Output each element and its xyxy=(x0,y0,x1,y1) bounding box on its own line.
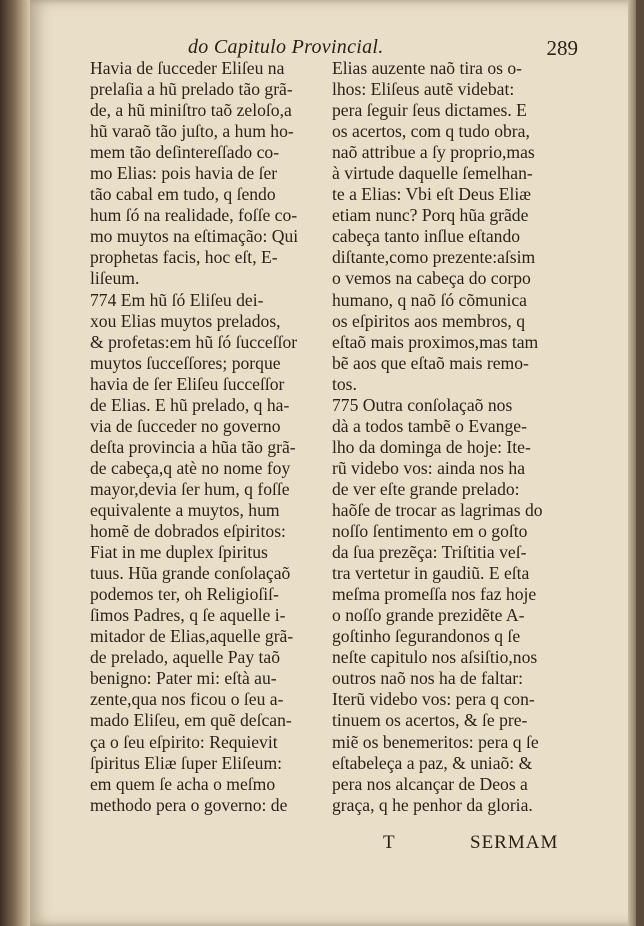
text-line: havia de ſer Eliſeu ſucceſſor xyxy=(90,373,285,394)
text-line: & profetas:em hũ ſó ſucceſſor xyxy=(90,331,298,352)
text-line: de cabeça,q atè no nome foy xyxy=(90,457,291,478)
text-line: tão cabal em tudo, q ſendo xyxy=(90,184,276,205)
text-line: muytos ſucceſſores; porque xyxy=(90,352,281,373)
text-line: os acertos, com q tudo obra, xyxy=(332,121,530,142)
text-line: homẽ de dobrados eſpiritos: xyxy=(90,521,286,542)
text-line: rũ videbo vos: ainda nos ha xyxy=(332,457,526,478)
left-text-column xyxy=(90,58,318,816)
page-number: 289 xyxy=(546,36,578,60)
signature-mark: T xyxy=(383,832,395,853)
text-line: em quem ſe acha o meſmo xyxy=(90,773,276,794)
right-text-column xyxy=(332,58,568,816)
text-line: mem tão deſintereſſado co- xyxy=(90,142,280,163)
text-line: etiam nunc? Porq hũa grãde xyxy=(332,205,529,226)
text-line: mado Eliſeu, em quẽ deſcan- xyxy=(90,710,292,731)
text-line: prelaſia a hũ prelado tão grã- xyxy=(90,79,293,100)
text-line: mo Elias: pois havia de ſer xyxy=(90,163,278,184)
text-line: noſſo ſentimento em o goſto xyxy=(332,521,528,542)
text-line: pera ſeguir ſeus dictames. E xyxy=(332,100,527,121)
text-line: o noſſo grande prezidẽte A- xyxy=(332,605,525,626)
text-line: zente,qua nos ficou o ſeu a- xyxy=(90,689,284,710)
text-line: dà a todos tambẽ o Evange- xyxy=(332,415,527,436)
text-line: de ver eſte grande prelado: xyxy=(332,478,520,499)
text-line: tra vertetur in gaudiũ. E eſta xyxy=(332,563,530,584)
text-line: ſpiritus Eliæ ſuper Eliſeum: xyxy=(90,752,283,773)
running-title: do Capitulo Provincial. xyxy=(188,36,384,58)
text-line: tinuem os acertos, & ſe pre- xyxy=(332,710,528,731)
text-line: Elias auzente naõ tira os o- xyxy=(332,58,523,78)
text-line: Havia de ſucceder Eliſeu na xyxy=(90,58,285,78)
text-line: os eſpiritos aos membros, q xyxy=(332,310,526,331)
text-line: à virtude daquelle ſemelhan- xyxy=(332,163,533,184)
text-line: de, a hũ miniſtro taõ zeloſo,a xyxy=(90,100,292,121)
page-edge xyxy=(628,0,636,926)
catchword: SERMAM xyxy=(470,832,559,853)
text-line: eſtaõ mais proximos,mas tam xyxy=(332,331,539,352)
text-line: hũ varaõ tão juſto, a hum ho- xyxy=(90,121,294,142)
text-line: te a Elias: Vbi eſt Deus Eliæ xyxy=(332,184,532,205)
text-line: hum ſó na realidade, foſſe co- xyxy=(90,205,298,226)
text-line: mo muytos na eſtimação: Qui xyxy=(90,226,299,247)
text-line: deſta provincia a hũa tão grã- xyxy=(90,436,296,457)
text-line: equivalente a muytos, hum xyxy=(90,499,280,520)
text-line: meſma promeſſa nos faz hoje xyxy=(332,584,537,605)
text-line: mitador de Elias,aquelle grã- xyxy=(90,626,294,647)
text-line: tos. xyxy=(332,373,357,394)
text-line: ça o ſeu eſpirito: Requievit xyxy=(90,731,278,752)
text-line: eſtabeleça a paz, & uniaõ: & xyxy=(332,752,533,773)
text-line: methodo pera o governo: de xyxy=(90,794,288,815)
text-line: podemos ter, oh Religioſiſ- xyxy=(90,584,279,605)
text-line: 775 Outra conſolaçaõ nos xyxy=(332,394,513,415)
text-line: miẽ os benemeritos: pera q ſe xyxy=(332,731,539,752)
text-line: cabeça tanto inſlue eſtando xyxy=(332,226,521,247)
text-line: mayor,devia ſer hum, q foſſe xyxy=(90,478,290,499)
text-line: prophetas facis, hoc eſt, E- xyxy=(90,247,278,268)
text-line: lho da dominga de hoje: Ite- xyxy=(332,436,531,457)
text-line: tuus. Hũa grande conſolaçaõ xyxy=(90,563,291,584)
text-line: neſte capitulo nos aſsiſtio,nos xyxy=(332,647,538,668)
text-line: naõ attribue a ſy proprio,mas xyxy=(332,142,535,163)
text-line: lhos: Eliſeus autẽ videbat: xyxy=(332,79,515,100)
text-line: liſeum. xyxy=(90,268,140,289)
text-line: diſtante,como prezente:aſsim xyxy=(332,247,536,268)
text-line: Iterũ videbo vos: pera q con- xyxy=(332,689,535,710)
text-line: o vemos na cabeça do corpo xyxy=(332,268,531,289)
text-line: bẽ aos que eſtaõ mais remo- xyxy=(332,352,529,373)
text-line: ſimos Padres, q ſe aquelle i- xyxy=(90,605,286,626)
text-line: haõſe de trocar as lagrimas do xyxy=(332,499,543,520)
text-line: da ſua prezẽça: Triſtitia veſ- xyxy=(332,542,527,563)
text-line: humano, q naõ ſó cõmunica xyxy=(332,289,527,310)
text-line: 774 Em hũ ſó Eliſeu dei- xyxy=(90,289,264,310)
text-line: pera nos alcançar de Deos a xyxy=(332,773,528,794)
book-gutter xyxy=(0,0,30,926)
text-line: de prelado, aquelle Pay taõ xyxy=(90,647,281,668)
text-line: de Elias. E hũ prelado, q ha- xyxy=(90,394,290,415)
text-line: goſtinho ſegurandonos q ſe xyxy=(332,626,521,647)
text-line: benigno: Pater mi: eſtà au- xyxy=(90,668,277,689)
text-line: xou Elias muytos prelados, xyxy=(90,310,281,331)
text-line: via de ſucceder no governo xyxy=(90,415,281,436)
text-line: Fiat in me duplex ſpiritus xyxy=(90,542,268,563)
text-line: graça, q he penhor da gloria. xyxy=(332,794,533,815)
text-line: outros naõ nos ha de faltar: xyxy=(332,668,524,689)
